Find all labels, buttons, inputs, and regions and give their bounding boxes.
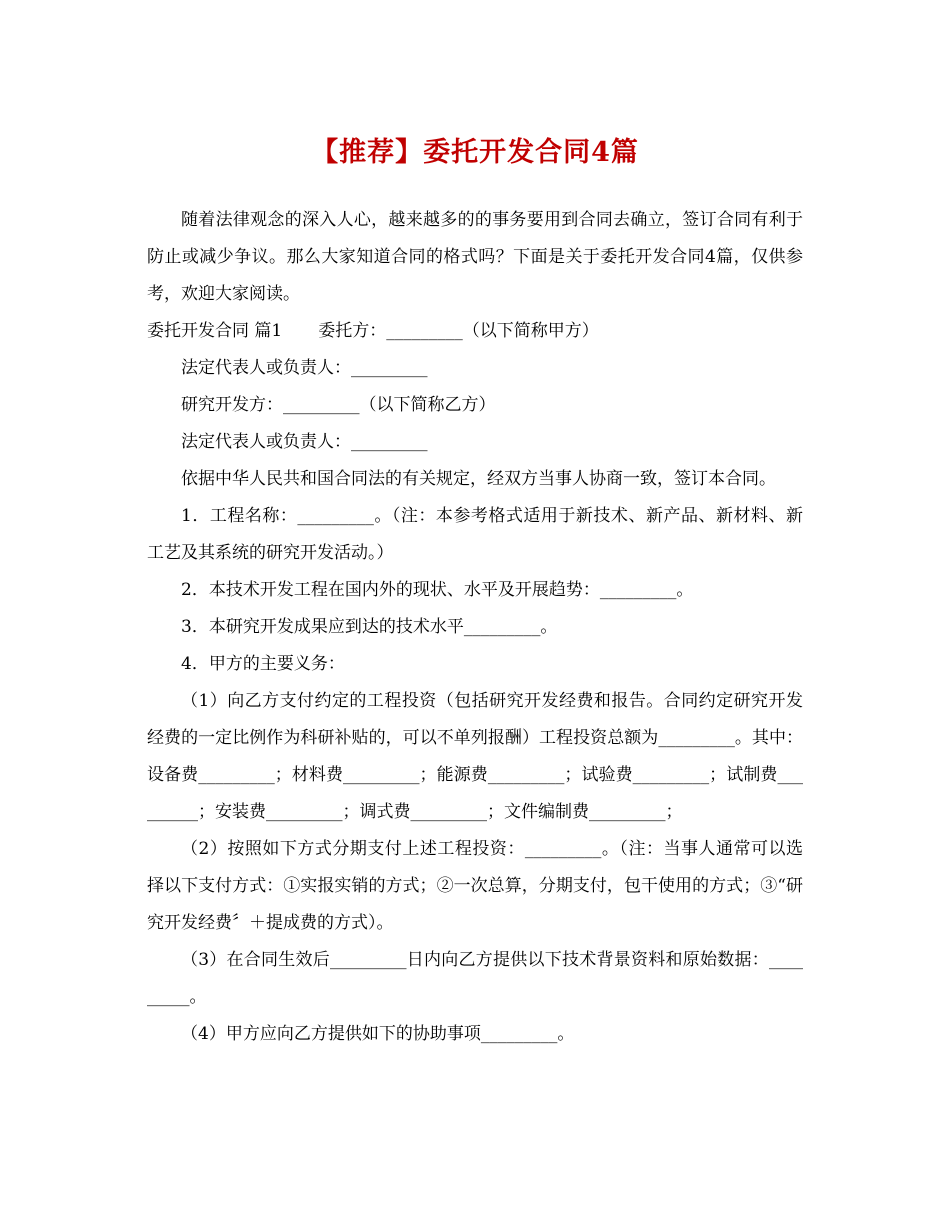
clause-4: 4．甲方的主要义务： <box>181 654 345 674</box>
clause-4-1: （1）向乙方支付约定的工程投资（包括研究开发经费和报告。合同约定研究开发经费的一定比例作为科研补贴的，可以不单列报酬）工程投资总额为_________。其中：设备费_________；材料费_________；能源费_________；试验费_________；试制费_________；安装费_________；调式费_________；文件编制费_________； <box>147 691 803 822</box>
clause-4-2: （2）按照如下方式分期支付上述工程投资：_________。（注：当事人通常可以选择以下支付方式：①实报实销的方式；②一次总算，分期支付，包干使用的方式；③“研究开发经费〞＋提成费的方式）。 <box>147 839 803 933</box>
section-heading-line <box>147 313 803 350</box>
intro-paragraph: 随着法律观念的深入人心，越来越多的的事务要用到合同去确立，签订合同有利于防止或减少争议。那么大家知道合同的格式吗？下面是关于委托开发合同4篇，仅供参考，欢迎大家阅读。 <box>147 210 803 304</box>
client-line: 委托方：_________（以下简称甲方） <box>318 321 599 341</box>
clause-1: 1．工程名称：_________。（注：本参考格式适用于新技术、新产品、新材料、新工艺及其系统的研究开发活动。） <box>147 506 803 563</box>
basis-paragraph: 依据中华人民共和国合同法的有关规定，经双方当事人协商一致，签订本合同。 <box>181 469 776 489</box>
clause-4-4: （4）甲方应向乙方提供如下的协助事项_________。 <box>181 1024 575 1044</box>
clause-2: 2．本技术开发工程在国内外的现状、水平及开展趋势：_________。 <box>181 580 694 600</box>
client-representative: 法定代表人或负责人：_________ <box>181 358 428 378</box>
developer-line: 研究开发方：_________（以下简称乙方） <box>181 395 496 415</box>
developer-representative: 法定代表人或负责人：_________ <box>181 432 428 452</box>
document-body <box>147 202 803 1053</box>
document-title: 【推荐】委托开发合同4篇 <box>311 137 639 168</box>
section-heading: 委托开发合同 篇1 <box>147 321 283 341</box>
clause-3: 3．本研究开发成果应到达的技术水平_________。 <box>181 617 558 637</box>
clause-4-3: （3）在合同生效后_________日内向乙方提供以下技术背景资料和原始数据：_________。 <box>147 950 803 1007</box>
